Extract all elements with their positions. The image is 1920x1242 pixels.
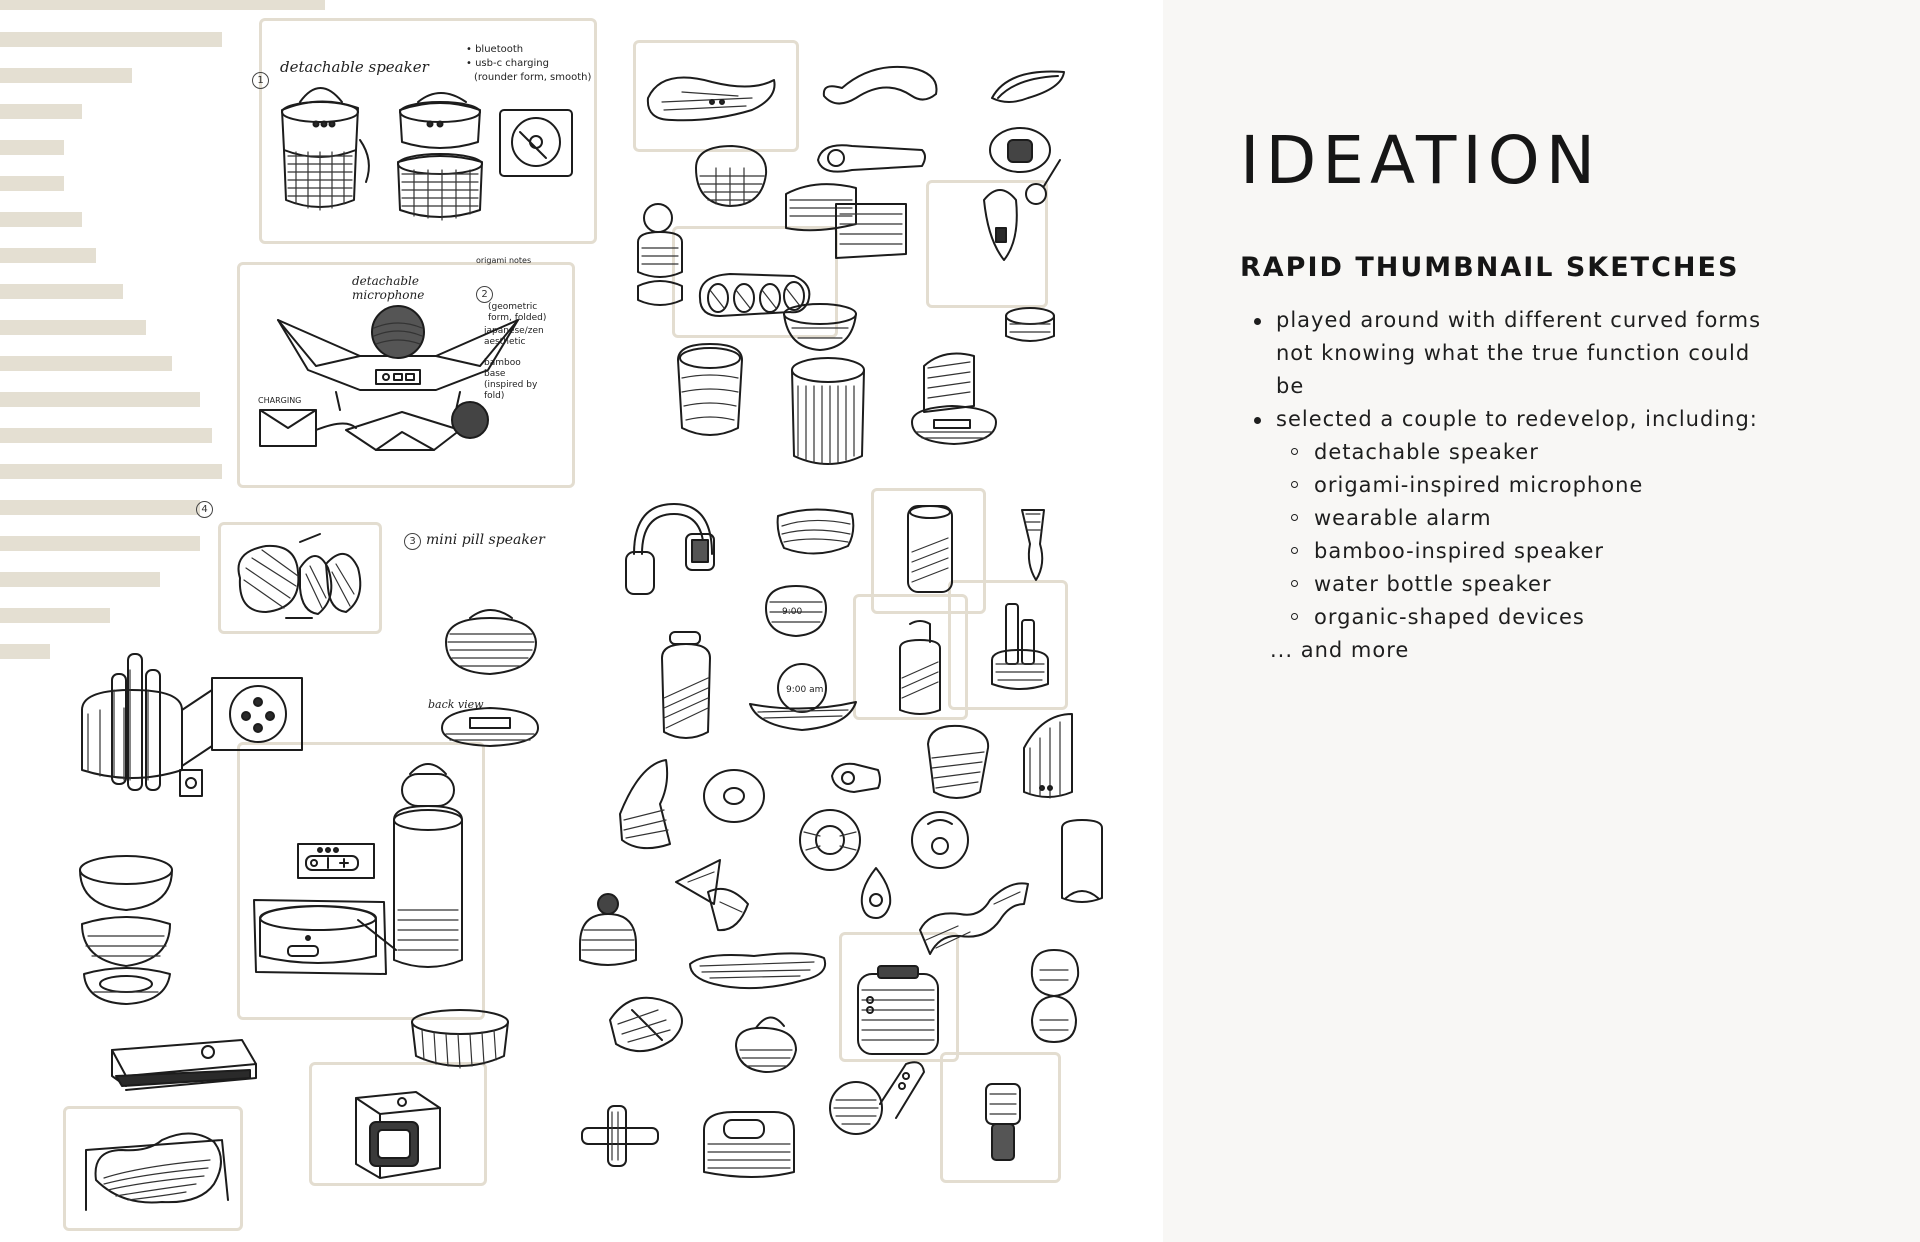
sketch-label: detachable speaker [280,58,429,76]
decor-bar [0,392,200,407]
curved-cup-sketch [610,754,690,864]
puck-sketch [1002,306,1062,350]
charging-pad-sketch [100,1020,270,1100]
clock-dish-sketch [744,658,864,738]
decor-bar [0,284,123,299]
rounded-tube-sketch [1052,814,1112,914]
sketch-label: detachable microphone [352,274,425,302]
decor-bar [0,104,82,119]
tilted-cup-sketch [920,718,1000,808]
curved-form-sketch [642,58,782,138]
concepts-list [1276,436,1780,634]
concept-number: 2 [476,286,493,303]
sketch-note: CHARGING [258,396,302,405]
layered-sphere-sketch [74,850,184,1010]
concept-item: organic-shaped devices [1240,601,1780,634]
water-bottle-speaker-sketch [248,760,508,1020]
bottle-sketch [652,628,722,748]
concept-number: 4 [196,501,213,518]
curved-handle-sketch [816,58,946,118]
bamboo-speaker-sketch [986,598,1056,708]
tall-cup-sketch [670,338,750,448]
sketch-note: • usb-c charging [466,58,549,69]
alarm-clock-sketch [756,578,836,648]
decor-bar [0,608,110,623]
lantern-speaker-sketch [890,618,950,728]
list-item: played around with different curved forms not knowing what the true function could be [1240,304,1780,403]
twist-bowl-sketch [772,502,862,572]
angled-dock-sketch [904,346,1004,456]
pendant-sketch [964,150,1064,290]
concept-item: water bottle speaker [1240,568,1780,601]
sketch-note: (geometric form, folded) [488,302,547,323]
sub-list-container [1240,436,1780,634]
decor-bar [0,356,172,371]
dome-speaker-sketch [574,890,644,980]
concept-number: 3 [404,533,421,550]
decor-bar [0,212,82,227]
cylinder-speaker-sketch [786,356,876,476]
sketch-label: back view [428,698,484,711]
organic-wave-sketch [82,1120,232,1220]
long-pod-sketch [684,940,834,1000]
concept-item: bamboo-inspired speaker [1240,535,1780,568]
list-item-text: selected a couple to redevelop, including: [1276,407,1758,431]
decor-bar [0,536,200,551]
decor-bar [0,644,50,659]
concept-item: origami-inspired microphone [1240,469,1780,502]
concept-number: 1 [252,72,269,89]
decor-bar [0,68,132,83]
saucer-speaker-sketch [602,980,692,1070]
cone-pair-sketch [668,852,758,942]
sketch-note: (rounder form, smooth) [474,72,592,83]
cone-sketch [1010,504,1060,594]
oval-pod-sketch [686,138,776,218]
glass-speaker-sketch [900,502,960,602]
decor-bar [0,140,64,155]
decor-bar [0,572,160,587]
section-subtitle: RAPID THUMBNAIL SKETCHES [1240,252,1740,283]
infinity-speaker-sketch [1020,940,1090,1050]
decor-bar [0,32,222,47]
boombox-sketch [694,1100,804,1190]
headphone-sketch [620,494,720,604]
pill-speaker-backview-sketch [436,600,546,750]
bamboo-bowl-sketch [406,1006,516,1086]
drop-speaker-sketch [856,864,896,924]
handle-pot-sketch [726,1006,806,1086]
earbud-sketch [826,756,886,796]
sketch-note: (inspired by fold) [484,380,538,401]
sketch-note: • bluetooth [466,44,524,55]
decor-bar [0,176,64,191]
bulb-speaker-sketch [906,806,976,876]
stacked-cylinder-sketch [632,202,692,312]
page-title: IDEATION [1240,122,1602,199]
note-speaker-sketch [826,1052,946,1142]
sketch-note: bamboo base [484,358,521,379]
slant-tube-sketch [1014,708,1084,818]
decor-bar [0,320,146,335]
concept-item: detachable speaker [1240,436,1780,469]
sketch-label: mini pill speaker [426,532,545,548]
decor-bar [0,0,325,10]
decor-bar [0,464,222,479]
sketch-note: origami notes [476,256,532,265]
detachable-speaker-sketch [270,80,590,260]
ring-band-sketch [988,64,1068,114]
notes-list [1240,304,1780,667]
svg-text:9:00 am: 9:00 am [786,685,824,695]
decor-bar [0,248,96,263]
bowl-sketch [778,298,868,358]
knob-speaker-sketch [974,1080,1034,1170]
concept-item: wearable alarm [1240,502,1780,535]
mini-pill-speaker-sketch [226,528,376,628]
list-item [1240,403,1780,436]
closing-note: ... and more [1270,638,1410,662]
svg-text:9:00: 9:00 [782,607,803,617]
origami-microphone-sketch [256,300,576,480]
decor-bar [0,428,212,443]
ring-speaker-sketch [700,766,770,826]
decor-bar [0,500,200,515]
sketch-note: japanese/zen aesthetic [484,326,544,347]
cross-pipe-sketch [576,1100,666,1170]
cube-speaker-sketch [344,1078,454,1188]
